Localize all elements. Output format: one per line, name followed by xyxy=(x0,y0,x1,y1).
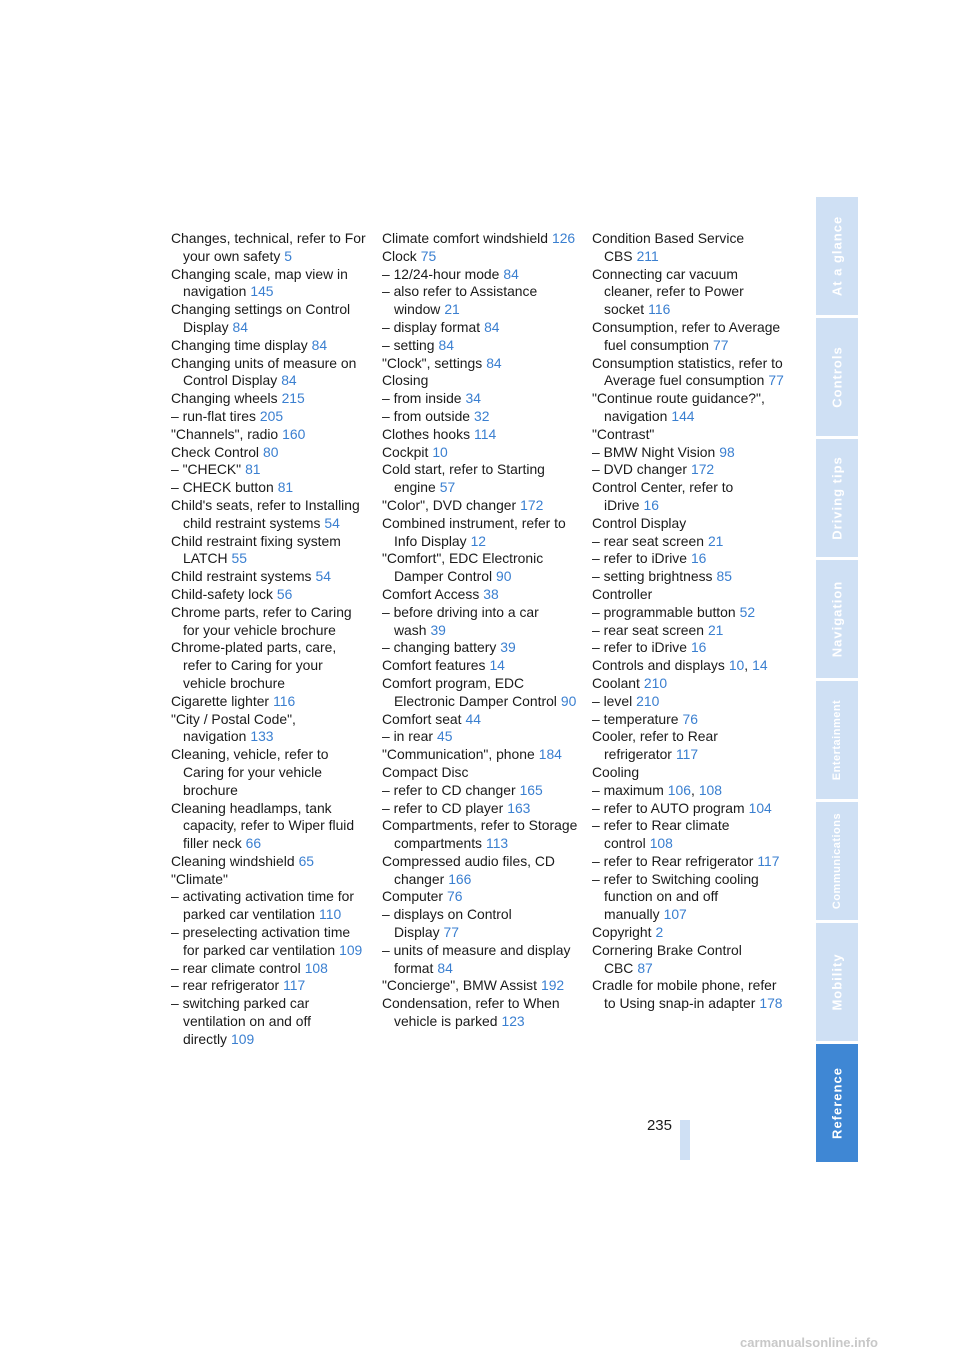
section-tabs xyxy=(816,197,858,1165)
index-entry-text: Coolant xyxy=(592,674,640,691)
index-entry xyxy=(171,479,367,497)
index-entry-text: – preselecting activation time for parked car ventilation xyxy=(171,924,351,958)
index-entry: Controls and displays 10, 14 xyxy=(592,657,768,674)
index-entry xyxy=(592,711,788,729)
page-reference-link[interactable]: 145 xyxy=(250,283,274,300)
index-entry xyxy=(592,266,788,319)
index-entry-text: – refer to CD player xyxy=(382,799,504,816)
index-entry xyxy=(382,853,578,889)
page-reference-link[interactable]: 45 xyxy=(436,728,453,745)
page-reference-link[interactable]: 5 xyxy=(284,247,293,264)
index-entry xyxy=(171,568,367,586)
index-entry-text: Computer xyxy=(382,888,443,905)
index-entry-text: Cleaning windshield xyxy=(171,852,295,869)
index-entry xyxy=(171,800,367,853)
index-entry xyxy=(592,977,788,1013)
index-entry-text: Compact Disc xyxy=(382,763,469,780)
index-entry xyxy=(382,230,578,248)
index-entry xyxy=(171,337,367,355)
page-reference-link[interactable]: 165 xyxy=(519,781,543,798)
index-entry xyxy=(171,853,367,871)
index-entry-text: Cornering Brake Control CBC xyxy=(592,941,742,976)
index-entry-text: – refer to Rear refrigerator xyxy=(592,852,754,869)
index-entry-text: – units of measure and display format xyxy=(382,941,571,976)
page-reference-link[interactable]: 110 xyxy=(319,906,342,923)
page-reference-link[interactable]: 14 xyxy=(489,657,505,674)
page-reference-link[interactable]: 39 xyxy=(430,621,446,638)
page-reference-link[interactable]: 210 xyxy=(643,674,668,691)
index-entry xyxy=(382,283,578,319)
index-entry-text: – before driving into a car wash xyxy=(382,603,539,638)
index-entry-text: – refer to CD changer xyxy=(382,781,516,798)
index-entry xyxy=(171,301,367,337)
index-entry-text: "Color", DVD changer xyxy=(382,496,517,513)
index-entry-text: – refer to iDrive xyxy=(592,550,687,567)
page-reference-link[interactable]: 87 xyxy=(637,959,653,976)
index-entry-text: Cockpit xyxy=(382,443,429,460)
index-entry xyxy=(382,426,578,444)
index-entry xyxy=(592,924,788,942)
page-reference-link[interactable]: 108 xyxy=(649,835,673,852)
index-entry xyxy=(171,960,367,978)
page-reference-link[interactable]: 184 xyxy=(538,746,562,763)
index-entry-text: Changing settings on Control Display xyxy=(171,301,351,335)
index-entry-text: Child-safety lock xyxy=(171,585,273,602)
page-reference-link[interactable]: 21 xyxy=(707,621,724,638)
index-entry xyxy=(171,355,367,391)
index-entry-text: – displays on Control Display xyxy=(382,906,512,941)
index-entry xyxy=(171,995,367,1048)
index-entry-text: Child restraint fixing system LATCH xyxy=(171,532,341,567)
index-entry-text: – from outside xyxy=(382,407,471,424)
watermark: carmanualsonline.info xyxy=(740,1335,878,1350)
index-entry-text: Cradle for mobile phone, refer to Using snap-in adapter xyxy=(592,977,777,1012)
index-entry xyxy=(382,711,578,729)
index-entry xyxy=(592,586,788,604)
index-entry-text: Check Control xyxy=(171,443,260,460)
page-reference-link[interactable]: 211 xyxy=(636,247,659,264)
index-entry-text: Changing scale, map view in navigation xyxy=(171,265,348,300)
page-reference-link[interactable]: 16 xyxy=(690,639,707,656)
index-entry-text: Changing units of measure on Control Display xyxy=(171,354,357,389)
index-entry xyxy=(171,746,367,799)
index-entry xyxy=(382,657,578,675)
page-reference-link[interactable]: 215 xyxy=(281,390,305,407)
index-entry xyxy=(382,639,578,657)
index-entry xyxy=(592,533,788,551)
index-entry xyxy=(382,942,578,978)
index-entry xyxy=(382,444,578,462)
page-reference-link[interactable]: 16 xyxy=(643,496,659,513)
index-entry xyxy=(592,942,788,978)
page-reference-link[interactable]: 84 xyxy=(437,959,453,976)
index-entry-text: Comfort Access xyxy=(382,585,480,602)
page-reference-link[interactable]: 114 xyxy=(474,425,497,442)
index-entry xyxy=(382,319,578,337)
page-reference-link[interactable]: 76 xyxy=(447,888,463,905)
index-entry-text: – in rear xyxy=(382,728,433,745)
index-entry-text: – maximum xyxy=(592,781,664,798)
index-entry xyxy=(592,728,788,764)
index-entry xyxy=(382,800,578,818)
page-reference-link[interactable]: 16 xyxy=(690,550,707,567)
index-entry-text: – setting xyxy=(382,336,435,353)
index-entry xyxy=(171,533,367,569)
page-reference-link[interactable]: 77 xyxy=(443,924,459,941)
index-entry xyxy=(171,230,367,266)
index-entry-text: "Clock", settings xyxy=(382,354,483,371)
index-entry-text: "Contrast" xyxy=(592,425,655,442)
index-entry xyxy=(592,390,788,426)
index-entry xyxy=(382,461,578,497)
page-reference-link[interactable]: 166 xyxy=(448,870,472,887)
index-entry xyxy=(592,355,788,391)
index-entry xyxy=(382,817,578,853)
index-entry-text: Closing xyxy=(382,372,429,389)
index-entry xyxy=(592,550,788,568)
tab-communications[interactable]: Communications xyxy=(816,802,858,920)
index-entry xyxy=(171,924,367,960)
index-entry xyxy=(592,675,788,693)
index-entry-text: Controls and displays xyxy=(592,657,725,674)
page-reference-link[interactable]: 38 xyxy=(483,585,499,602)
index-entry xyxy=(592,693,788,711)
page-reference-link[interactable]: 84 xyxy=(438,336,454,353)
index-entry-text: – temperature xyxy=(592,710,679,727)
page-reference-link[interactable]: 98 xyxy=(719,443,735,460)
page-reference-link[interactable]: 84 xyxy=(311,336,328,353)
tab-entertainment[interactable]: Entertainment xyxy=(816,681,858,799)
index-entry-text: Connecting car vacuum cleaner, refer to Power socket xyxy=(592,265,744,318)
page-reference-link[interactable]: 84 xyxy=(232,318,248,335)
index-entry-text: Chrome-plated parts, care, refer to Caring for your vehicle brochure xyxy=(171,639,337,691)
page-reference-link[interactable]: 85 xyxy=(716,568,732,585)
page-reference-link[interactable]: 2 xyxy=(655,924,664,941)
index-entry-text: Cold start, refer to Starting engine xyxy=(382,461,545,496)
page-reference-link[interactable]: 172 xyxy=(520,496,544,513)
index-entry xyxy=(382,906,578,942)
index-entry-text: – refer to Rear climate control xyxy=(592,817,730,852)
index-entry-text: Control Center, refer to iDrive xyxy=(592,479,734,513)
page-reference-link[interactable]: 113 xyxy=(486,835,509,852)
index-entry-text: Child's seats, refer to Installing child restraint systems xyxy=(171,496,360,531)
index-entry xyxy=(382,995,578,1031)
page-reference-link[interactable]: 65 xyxy=(298,852,315,869)
index-entry-text: – programmable button xyxy=(592,603,736,620)
index-entry-text: Copyright xyxy=(592,924,652,941)
index-entry-text: Changes, technical, refer to For your own safety xyxy=(171,230,366,264)
index-entry xyxy=(171,390,367,408)
page-reference-link[interactable]: 75 xyxy=(420,247,437,264)
page-reference-link[interactable]: 109 xyxy=(339,941,363,958)
index-entry xyxy=(382,586,578,604)
index-entry-text: "City / Postal Code", navigation xyxy=(171,710,296,745)
index-entry-text: – changing battery xyxy=(382,639,497,656)
page-reference-link[interactable]: 106 xyxy=(667,781,691,798)
tab-controls[interactable]: Controls xyxy=(816,318,858,436)
index-entry xyxy=(382,604,578,640)
index-entry xyxy=(592,871,788,924)
index-entry-text: Cleaning, vehicle, refer to Caring for your vehicle brochure xyxy=(171,746,329,798)
page-reference-link[interactable]: 116 xyxy=(273,692,296,709)
index-entry-text: Cigarette lighter xyxy=(171,692,270,709)
index-entry xyxy=(171,408,367,426)
index-entry xyxy=(592,444,788,462)
index-entry-text: – display format xyxy=(382,318,481,335)
index-entry xyxy=(592,622,788,640)
index-entry xyxy=(171,497,367,533)
index-column-1 xyxy=(171,230,367,1049)
index-entry-text: Controller xyxy=(592,585,653,602)
index-entry: – maximum 106, 108 xyxy=(592,781,723,798)
index-entry-text: Clothes hooks xyxy=(382,425,471,442)
index-entry xyxy=(171,639,367,692)
index-entry-text: – refer to Switching cooling function on and off manually xyxy=(592,870,759,923)
index-entry xyxy=(171,888,367,924)
page-number-bar xyxy=(680,1120,690,1160)
index-entry-text: Clock xyxy=(382,247,417,264)
index-entry-text: – run-flat tires xyxy=(171,407,256,424)
index-entry xyxy=(171,977,367,995)
index-entry-text: – rear climate control xyxy=(171,959,301,976)
index-entry xyxy=(592,426,788,444)
tab-mobility[interactable]: Mobility xyxy=(816,923,858,1041)
page-reference-link[interactable]: 54 xyxy=(315,568,331,585)
page-reference-link[interactable]: 84 xyxy=(503,265,519,282)
index-entry xyxy=(171,586,367,604)
index-entry-text: – 12/24-hour mode xyxy=(382,265,500,282)
index-entry xyxy=(592,230,788,266)
index-entry-text: Compartments, refer to Storage compartments xyxy=(382,817,578,852)
page-reference-link[interactable]: 160 xyxy=(282,425,306,442)
index-entry-text: – refer to iDrive xyxy=(592,639,687,656)
page-reference-link[interactable]: 108 xyxy=(304,959,328,976)
page-reference-link[interactable]: 205 xyxy=(259,407,284,424)
index-entry xyxy=(382,355,578,373)
index-entry xyxy=(171,266,367,302)
page-reference-link[interactable]: 52 xyxy=(739,603,756,620)
page-reference-link[interactable]: 39 xyxy=(500,639,516,656)
page-reference-link[interactable]: 81 xyxy=(245,461,261,478)
page-reference-link[interactable]: 144 xyxy=(671,407,695,424)
index-entry xyxy=(382,408,578,426)
page-reference-link[interactable]: 178 xyxy=(759,995,783,1012)
index-entry-text: Consumption statistics, refer to Average fuel consumption xyxy=(592,354,783,389)
index-entry-text: – rear seat screen xyxy=(592,621,704,638)
page-reference-link[interactable]: 76 xyxy=(682,710,698,727)
index-entry xyxy=(592,639,788,657)
page-reference-link[interactable]: 172 xyxy=(690,461,715,478)
index-entry xyxy=(382,746,578,764)
index-entry-text: – BMW Night Vision xyxy=(592,443,716,460)
index-entry-text: – from inside xyxy=(382,390,462,407)
index-entry xyxy=(382,248,578,266)
index-entry xyxy=(382,266,578,284)
index-entry-text: Comfort features xyxy=(382,657,486,674)
index-entry-text: "Continue route guidance?", navigation xyxy=(592,390,765,424)
page-reference-link[interactable]: 90 xyxy=(496,568,512,585)
index-entry xyxy=(382,550,578,586)
index-entry-text: – rear refrigerator xyxy=(171,977,280,994)
index-entry xyxy=(592,479,788,515)
index-entry-text: Child restraint systems xyxy=(171,568,312,585)
index-entry xyxy=(382,372,578,390)
index-entry xyxy=(382,888,578,906)
index-entry-text: – activating activation time for parked car ventilation xyxy=(171,888,354,923)
page-reference-link[interactable]: 21 xyxy=(707,532,724,549)
page-reference-link[interactable]: 84 xyxy=(486,354,502,371)
index-entry xyxy=(592,853,788,871)
page-reference-link[interactable]: 66 xyxy=(245,835,262,852)
page-reference-link[interactable]: 123 xyxy=(501,1013,525,1030)
page-reference-link[interactable]: 12 xyxy=(470,532,487,549)
index-entry-text: – "CHECK" xyxy=(171,461,242,478)
page-reference-link[interactable]: 34 xyxy=(465,390,481,407)
index-entry-text: "Climate" xyxy=(171,870,228,887)
index-entry-text: Compressed audio files, CD changer xyxy=(382,852,555,887)
index-entry xyxy=(171,444,367,462)
index-entry xyxy=(171,426,367,444)
page-reference-link[interactable]: 80 xyxy=(263,443,279,460)
page-reference-link[interactable]: 84 xyxy=(281,372,297,389)
page-reference-link[interactable]: 32 xyxy=(474,407,490,424)
index-entry-text: – switching parked car ventilation on and off directly xyxy=(171,995,311,1047)
page-reference-link[interactable]: 117 xyxy=(675,746,699,763)
index-entry-text: – setting brightness xyxy=(592,568,713,585)
index-entry xyxy=(592,461,788,479)
page-reference-link[interactable]: 21 xyxy=(444,301,460,318)
index-entry-text: – CHECK button xyxy=(171,479,274,496)
index-entry xyxy=(592,568,788,586)
page-reference-link[interactable]: 77 xyxy=(713,336,729,353)
tab-navigation[interactable]: Navigation xyxy=(816,560,858,678)
index-column-3 xyxy=(592,230,788,1013)
page-reference-link[interactable]: 14 xyxy=(752,657,768,674)
index-entry xyxy=(382,390,578,408)
page-reference-link[interactable]: 90 xyxy=(560,692,577,709)
page-reference-link[interactable]: 108 xyxy=(698,781,723,798)
index-entry xyxy=(382,337,578,355)
index-entry-text: Comfort seat xyxy=(382,710,462,727)
index-entry-text: Climate comfort windshield xyxy=(382,230,548,246)
page-number: 235 xyxy=(646,1117,672,1134)
tab-reference[interactable]: Reference xyxy=(816,1044,858,1162)
page-reference-link[interactable]: 117 xyxy=(757,852,780,869)
index-entry-text: Cooling xyxy=(592,763,640,780)
index-entry xyxy=(171,871,367,889)
page-reference-link[interactable]: 109 xyxy=(231,1030,255,1047)
index-entry xyxy=(592,604,788,622)
index-entry xyxy=(592,800,788,818)
index-entry xyxy=(382,515,578,551)
index-entry xyxy=(592,764,788,782)
index-entry-text: Changing wheels xyxy=(171,390,278,407)
index-entry xyxy=(171,693,367,711)
index-entry-text: Comfort program, EDC Electronic Damper Control xyxy=(382,674,557,709)
tab-driving-tips[interactable]: Driving tips xyxy=(816,439,858,557)
page-reference-link[interactable]: 55 xyxy=(231,550,247,567)
page-reference-link[interactable]: 77 xyxy=(768,372,784,389)
page-reference-link[interactable]: 56 xyxy=(276,585,293,602)
index-entry-text: Cleaning headlamps, tank capacity, refer to Wiper fluid filler neck xyxy=(171,799,355,852)
page-reference-link[interactable]: 117 xyxy=(283,977,306,994)
index-entry xyxy=(592,515,788,533)
page-reference-link[interactable]: 163 xyxy=(507,799,531,816)
index-entry-text: "Channels", radio xyxy=(171,425,279,442)
page-reference-link[interactable]: 104 xyxy=(748,799,772,816)
index-entry-text: Control Display xyxy=(592,514,687,531)
index-entry xyxy=(592,817,788,853)
page-reference-link[interactable]: 10 xyxy=(728,657,745,674)
page-reference-link[interactable]: 10 xyxy=(432,443,448,460)
page-reference-link[interactable]: 81 xyxy=(277,479,294,496)
index-entry-text: Chrome parts, refer to Caring for your vehicle brochure xyxy=(171,603,352,638)
index-entry xyxy=(171,461,367,479)
page-reference-link[interactable]: 210 xyxy=(636,692,660,709)
index-entry xyxy=(592,319,788,355)
index-entry-text: Condition Based Service CBS xyxy=(592,230,745,264)
index-entry-text: Changing time display xyxy=(171,336,308,353)
index-entry xyxy=(382,782,578,800)
index-entry-text: – DVD changer xyxy=(592,461,687,478)
index-entry-text: Consumption, refer to Average fuel consumption xyxy=(592,318,781,353)
index-entry xyxy=(382,728,578,746)
index-entry xyxy=(382,675,578,711)
index-entry-text: "Concierge", BMW Assist xyxy=(382,977,537,994)
index-entry xyxy=(382,977,578,995)
index-entry-text: "Communication", phone xyxy=(382,746,535,763)
tab-at-a-glance[interactable]: At a glance xyxy=(816,197,858,315)
page-reference-link[interactable]: 84 xyxy=(484,318,500,335)
page-reference-link[interactable]: 107 xyxy=(663,906,687,923)
index-entry-text: – refer to AUTO program xyxy=(592,799,745,816)
index-entry xyxy=(382,764,578,782)
index-entry-text: – level xyxy=(592,692,633,709)
index-entry xyxy=(171,604,367,640)
page-reference-link[interactable]: 44 xyxy=(465,710,481,727)
page-reference-link[interactable]: 116 xyxy=(648,301,671,318)
index-entry xyxy=(382,497,578,515)
index-entry-text: Combined instrument, refer to Info Display xyxy=(382,514,566,549)
index-entry xyxy=(171,711,367,747)
index-entry-text: Condensation, refer to When vehicle is parked xyxy=(382,995,560,1030)
page-reference-link[interactable]: 54 xyxy=(324,514,340,531)
index-entry-text: – also refer to Assistance window xyxy=(382,283,538,318)
index-entry-text: "Comfort", EDC Electronic Damper Control xyxy=(382,550,544,585)
index-entry-text: Cooler, refer to Rear refrigerator xyxy=(592,728,718,763)
page-reference-link[interactable]: 126 xyxy=(551,230,576,246)
page-reference-link[interactable]: 192 xyxy=(540,977,565,994)
page-reference-link[interactable]: 57 xyxy=(439,479,456,496)
page-reference-link[interactable]: 133 xyxy=(250,728,274,745)
index-entry-text: – rear seat screen xyxy=(592,532,704,549)
index-column-2 xyxy=(382,230,578,1031)
